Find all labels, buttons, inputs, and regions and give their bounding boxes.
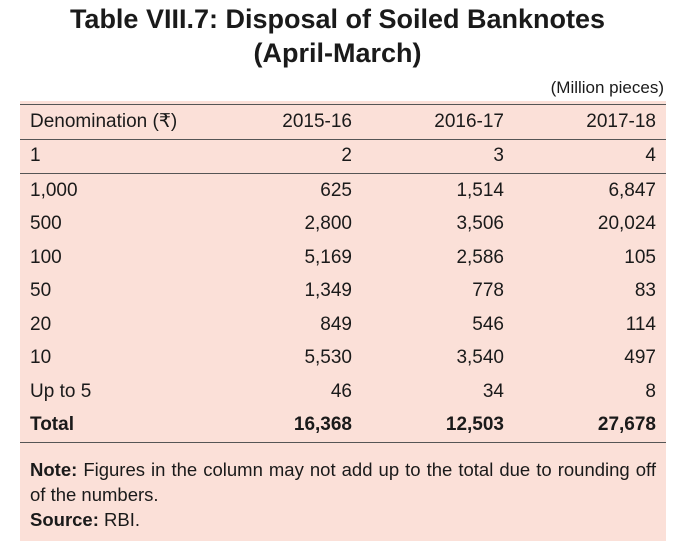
table-cell: 1,349 — [304, 280, 352, 302]
table-cell: 34 — [482, 380, 504, 402]
table-cell: 1,000 — [30, 179, 78, 201]
title-line-2: (April-March) — [253, 38, 422, 68]
source-text: RBI. — [98, 509, 141, 530]
table-cell: 4 — [514, 139, 666, 174]
table-cell: 100 — [30, 246, 62, 268]
table-row — [20, 208, 666, 242]
source-label: Source: — [30, 509, 99, 530]
table-cell: 5,169 — [304, 246, 352, 268]
header-cell: 2017-18 — [514, 105, 666, 140]
table-cell: 1 — [20, 139, 210, 174]
table-cell: 3,540 — [456, 347, 504, 369]
table-cell: 2,800 — [304, 213, 352, 235]
table-cell: 20,024 — [597, 213, 656, 235]
table-cell: 3 — [362, 139, 514, 174]
table-cell: 500 — [30, 213, 62, 235]
table-cell: 3,506 — [456, 213, 504, 235]
table-notes — [30, 457, 656, 532]
note-text: Figures in the column may not add up to the total due to rounding off of the numbers. — [30, 459, 656, 505]
table-cell: 2 — [210, 139, 362, 174]
table-cell: 6,847 — [608, 179, 656, 201]
table-cell: 12,503 — [362, 409, 514, 443]
note-line — [30, 457, 656, 507]
table-cell: 10 — [30, 347, 52, 369]
header-cell: Denomination (₹) — [20, 105, 210, 140]
table-cell: 778 — [472, 280, 504, 302]
unit-label: (Million pieces) — [550, 78, 664, 97]
table-row — [20, 241, 666, 275]
source-line — [30, 507, 656, 532]
table-cell: 2,586 — [456, 246, 504, 268]
table-cell: 105 — [624, 246, 656, 268]
table-cell: 83 — [634, 280, 656, 302]
title-line-1: Table VIII.7: Disposal of Soiled Banknotes — [69, 4, 606, 34]
table-cell: 625 — [320, 179, 352, 201]
table-row — [20, 174, 666, 208]
header-cell: 2015-16 — [210, 105, 362, 140]
header-cell: 2016-17 — [362, 105, 514, 140]
header-row — [20, 105, 666, 140]
table-cell: 50 — [30, 280, 52, 302]
note-label: Note: — [30, 459, 78, 480]
total-row — [20, 409, 666, 443]
table-cell: 20 — [30, 313, 52, 335]
data-table — [20, 104, 666, 443]
table-cell: 546 — [472, 313, 504, 335]
table-row — [20, 375, 666, 409]
table-row — [20, 342, 666, 376]
table-cell: 5,530 — [304, 347, 352, 369]
table-cell: 8 — [645, 380, 656, 402]
column-number-row — [20, 139, 666, 174]
table-cell: 1,514 — [456, 179, 504, 201]
table-cell: Up to 5 — [30, 380, 92, 402]
table-cell: 497 — [624, 347, 656, 369]
table-row — [20, 275, 666, 309]
table-row — [20, 308, 666, 342]
table-cell: 27,678 — [514, 409, 666, 443]
table-cell: 46 — [330, 380, 352, 402]
table-cell: Total — [20, 409, 210, 443]
table-cell: 849 — [320, 313, 352, 335]
table-title — [0, 2, 675, 70]
table-cell: 114 — [625, 313, 656, 335]
table-cell: 16,368 — [210, 409, 362, 443]
